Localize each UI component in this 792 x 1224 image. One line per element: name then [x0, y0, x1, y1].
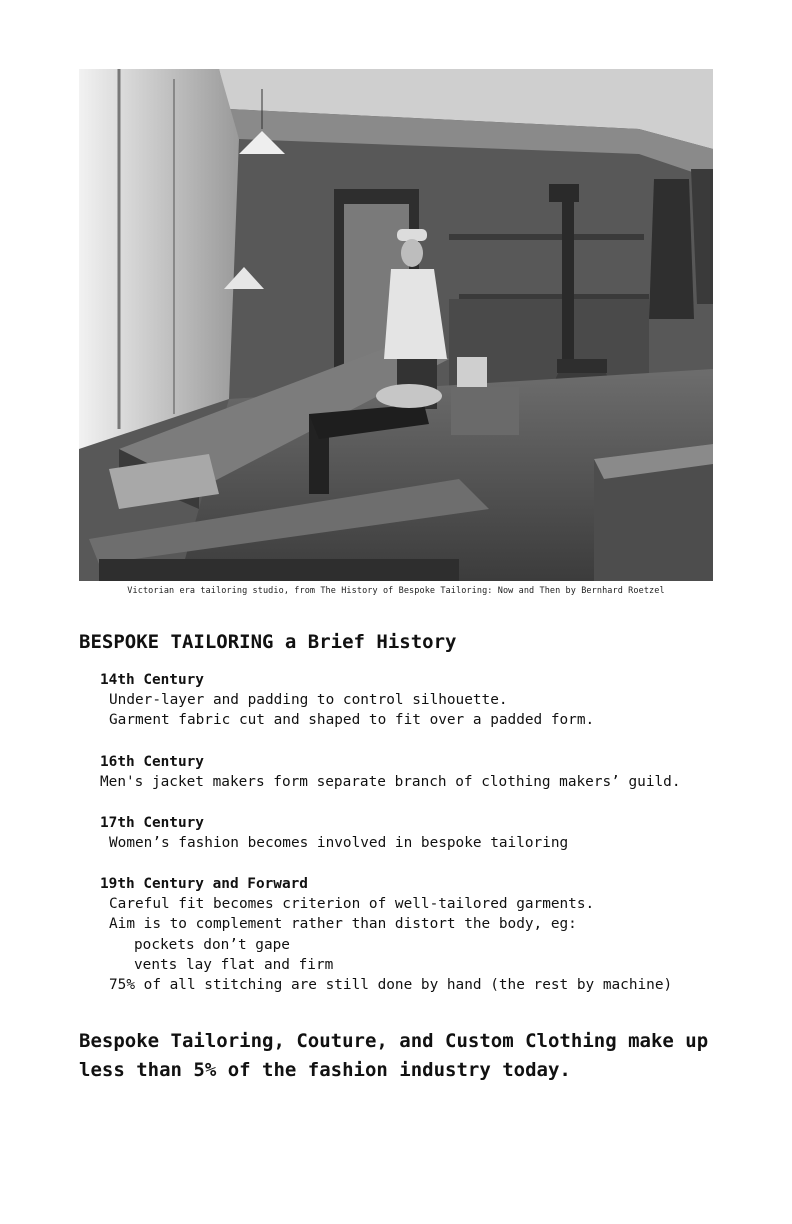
workshop-photo: [79, 69, 713, 581]
entry-heading: 19th Century and Forward: [100, 876, 308, 893]
history-entry-17th-century: [100, 813, 740, 853]
entry-heading: 14th Century: [100, 672, 204, 688]
page-title: BESPOKE TAILORING a Brief History: [79, 631, 457, 653]
entry-line: Careful fit becomes criterion of well-tailored garments.: [109, 896, 595, 913]
entry-line: 75% of all stitching are still done by hand (the rest by machine): [109, 977, 673, 994]
entry-heading: 16th Century: [100, 753, 204, 770]
photo-caption: Victorian era tailoring studio, from The History of Bespoke Tailoring: Now and Then by Bernhard Roetzel: [127, 586, 665, 596]
entry-line: Women’s fashion becomes involved in bespoke tailoring: [109, 834, 569, 851]
closing-statement: Bespoke Tailoring, Couture, and Custom Clothing make up less than 5% of the fashion industry today.: [79, 1030, 709, 1081]
history-entry-14th-century: [100, 670, 740, 731]
entry-line: Under-layer and padding to control silhouette.: [109, 692, 508, 708]
entry-line: Aim is to complement rather than distort the body, eg:: [109, 916, 577, 933]
entry-subline: vents lay flat and firm: [134, 957, 334, 974]
entry-line: Men's jacket makers form separate branch of clothing makers’ guild.: [100, 773, 681, 790]
history-list: [100, 670, 740, 1017]
entry-line: Garment fabric cut and shaped to fit over a padded form.: [109, 712, 595, 729]
history-entry-16th-century: [100, 752, 740, 792]
entry-subline: pockets don’t gape: [134, 936, 290, 953]
history-entry-19th-century: [100, 874, 740, 995]
entry-heading: 17th Century: [100, 814, 204, 831]
